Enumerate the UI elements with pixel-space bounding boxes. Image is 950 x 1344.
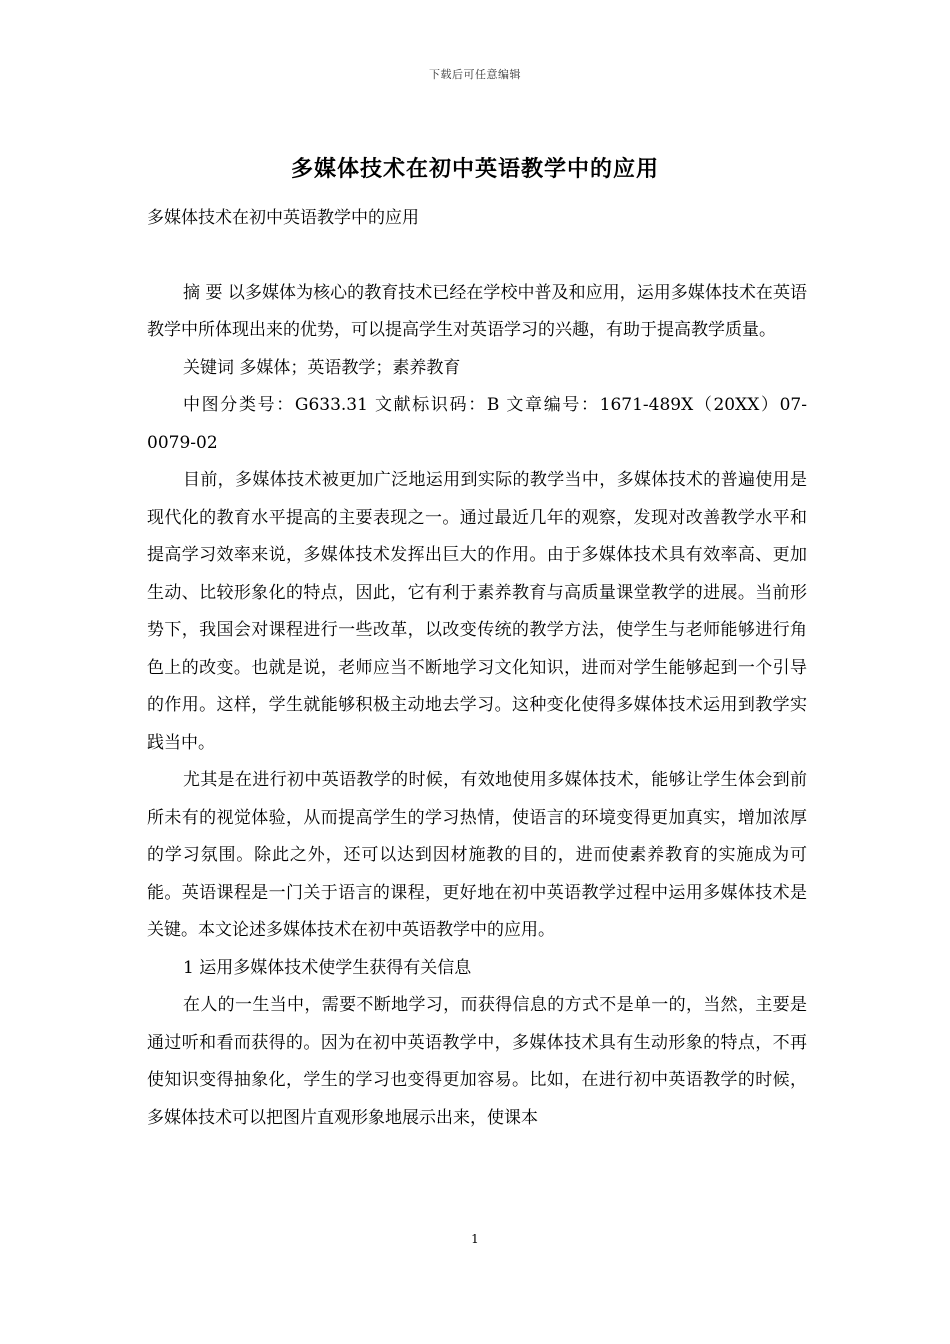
body-paragraph-2: 尤其是在进行初中英语教学的时候，有效地使用多媒体技术，能够让学生体会到前所未有的视觉体验，从而提高学生的学习热情，使语言的环境变得更加真实，增加浓厚的学习氛围。除此之外，还可以达到因材施教的目的，进而使素养教育的实施成为可能。英语课程是一门关于语言的课程，更好地在初中英语教学过程中运用多媒体技术是关键。本文论述多媒体技术在初中英语教学中的应用。 <box>147 770 807 940</box>
document-title: 多媒体技术在初中英语教学中的应用 <box>290 157 659 182</box>
document-subtitle: 多媒体技术在初中英语教学中的应用 <box>147 208 419 228</box>
body-paragraph-3: 在人的一生当中，需要不断地学习，而获得信息的方式不是单一的，当然，主要是通过听和看而获得的。因为在初中英语教学中，多媒体技术具有生动形象的特点，不再使知识变得抽象化，学生的学习也变得更加容易。比如，在进行初中英语教学的时候，多媒体技术可以把图片直观形象地展示出来，使课本 <box>147 995 807 1128</box>
page-number: 1 <box>471 1232 479 1246</box>
document-body <box>147 200 807 1137</box>
abstract-paragraph: 摘 要 以多媒体为核心的教育技术已经在学校中普及和应用，运用多媒体技术在英语教学中所体现出来的优势，可以提高学生对英语学习的兴趣，有助于提高教学质量。 <box>147 282 807 340</box>
classification-line: 中图分类号：G633.31 文献标识码：B 文章编号：1671-489X（20XX）07-0079-02 <box>147 395 807 453</box>
keywords-line: 关键词 多媒体；英语教学；素养教育 <box>183 357 461 378</box>
section-heading-1: 1 运用多媒体技术使学生获得有关信息 <box>183 957 472 978</box>
page-header-note: 下载后可任意编辑 <box>429 68 521 81</box>
body-paragraph-1: 目前，多媒体技术被更加广泛地运用到实际的教学当中，多媒体技术的普遍使用是现代化的教育水平提高的主要表现之一。通过最近几年的观察，发现对改善教学水平和提高学习效率来说，多媒体技术发挥出巨大的作用。由于多媒体技术具有效率高、更加生动、比较形象化的特点，因此，它有利于素养教育与高质量课堂教学的进展。当前形势下，我国会对课程进行一些改革，以改变传统的教学方法，使学生与老师能够进行角色上的改变。也就是说，老师应当不断地学习文化知识，进而对学生能够起到一个引导的作用。这样，学生就能够积极主动地去学习。这种变化使得多媒体技术运用到教学实践当中。 <box>147 470 807 753</box>
